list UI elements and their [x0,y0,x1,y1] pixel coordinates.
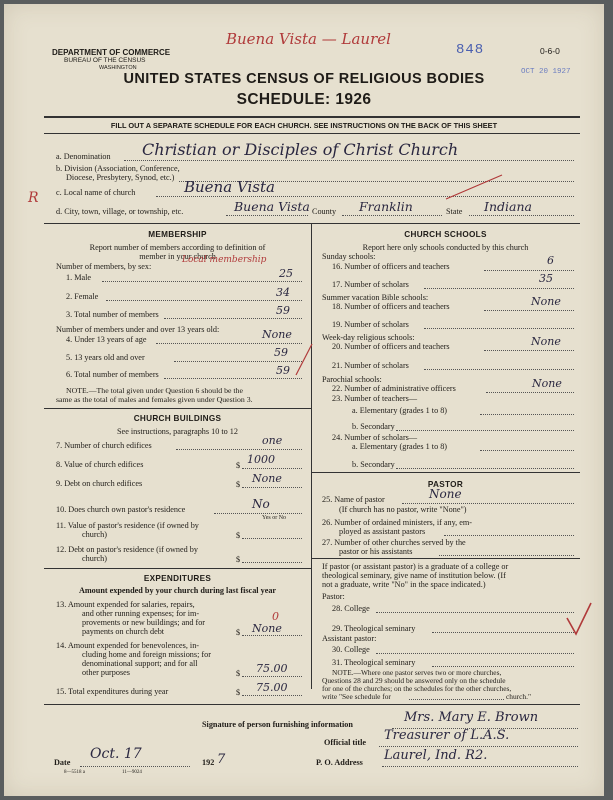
q18-line [484,310,574,311]
q28-label: 28. College [332,604,370,613]
pastor-heading: PASTOR [427,480,464,489]
q9-dollar: $ [236,480,241,489]
year-digit: 7 [217,752,226,767]
q12-dollar: $ [236,555,241,564]
red-tick-icon [294,342,314,378]
age-heading: Number of members under and over 13 years old: [56,325,220,334]
form-number: 8—5518 a [64,770,85,775]
q26-line [444,535,574,536]
schools-heading: CHURCH SCHOOLS [404,230,487,239]
q22-line [486,392,574,393]
pastor-rule [311,472,580,473]
q24a-line [480,450,574,451]
expenditures-sub: Amount expended by your church during last fiscal year [78,586,277,595]
q7-label: 7. Number of church edifices [56,441,152,450]
year-prefix: 192 [202,758,215,767]
q21-line [424,369,574,370]
membership-sub-2: member in your church [139,252,216,261]
q8-value: 1000 [247,453,275,466]
q9-label: 9. Debt on church edifices [56,479,143,488]
graduate-note-1: If pastor (or assistant pastor) is a graduate of a college or [322,562,509,571]
q10-value: No [252,497,270,511]
form-number-2: 11—9024 [122,770,142,775]
q6-line [164,378,302,379]
q15-dollar: $ [236,688,241,697]
membership-note-2: same as the total of males and females given under Question 3. [56,395,253,404]
official-title-label: Official title [324,738,367,747]
county-label: County [312,207,337,216]
denomination-line [124,160,574,161]
q25-label: 25. Name of pastor [322,495,385,504]
county-line [342,215,442,216]
buildings-rule [44,408,311,409]
signature-label: Signature of person furnishing information [202,720,353,729]
q1-label: 1. Male [66,273,92,282]
margin-mark: R [28,190,39,206]
q25-value: None [429,487,462,501]
q2-label: 2. Female [66,292,99,301]
instruction-line: FILL OUT A SEPARATE SCHEDULE FOR EACH CHURCH. SEE INSTRUCTIONS ON THE BACK OF THIS SHEET [110,121,498,130]
q8-line [242,468,302,469]
received-date-stamp: OCT 20 1927 [521,68,571,76]
graduate-rule [311,558,580,559]
q14-dollar: $ [236,669,241,678]
by-sex-note: Local membership [182,255,267,265]
city-field-label: d. City, town, village, or township, etc. [56,207,184,216]
q8-label: 8. Value of church edifices [56,460,144,469]
q11-line [242,538,302,539]
county-value: Franklin [359,199,413,214]
q12-label-1: 12. Debt on pastor's residence (if owned by [56,545,198,554]
q11-label-2: church) [82,530,108,539]
q17-line [424,288,574,289]
q27-label-2: pastor or his assistants [339,547,413,556]
q1-line [102,281,302,282]
q5-value: 59 [274,346,288,359]
q16-label: 16. Number of officers and teachers [332,262,450,271]
q26-label-2: ployed as assistant pastors [339,527,426,536]
q3-label: 3. Total number of members [66,310,159,319]
q10-label: 10. Does church own pastor's residence [56,505,186,514]
q5-line [174,361,302,362]
official-title-value: Treasurer of L.A.S. [384,728,510,743]
instruction-rule [44,133,580,134]
membership-sub-1: Report number of members according to definition of [89,243,266,252]
q19-label: 19. Number of scholars [332,320,409,329]
q12-label-2: church) [82,554,108,563]
sunday-label: Sunday schools: [322,252,376,261]
q23-label: 23. Number of teachers— [332,394,418,403]
weekday-label: Week-day religious schools: [322,333,415,342]
q25-sub: (If church has no pastor, write "None") [339,505,467,514]
q14-label-4: other purposes [82,668,130,677]
schedule-number: 848 [456,42,485,58]
q30-label: 30. College [332,645,370,654]
q16-value: 6 [547,254,554,267]
po-address-line [382,766,578,767]
q8-dollar: $ [236,461,241,470]
q31-label: 31. Theological seminary [332,658,416,667]
local-name-label: c. Local name of church [56,188,136,197]
q22-label: 22. Number of administrative officers [332,384,456,393]
q3-line [164,318,302,319]
buildings-heading: CHURCH BUILDINGS [133,414,222,423]
footer-rule [44,704,580,705]
q18-label: 18. Number of officers and teachers [332,302,450,311]
q15-label: 15. Total expenditures during year [56,687,169,696]
handwritten-top-note: Buena Vista — Laurel [226,30,391,48]
q9-value: None [252,472,282,485]
q3-value: 59 [276,304,290,317]
q2-value: 34 [276,286,290,299]
q10-line [214,513,302,514]
signature-value: Mrs. Mary E. Brown [404,710,539,725]
q24a-label: a. Elementary (grades 1 to 8) [352,442,448,451]
by-sex-label: Number of members, by sex: [56,262,152,271]
q7-line [176,449,302,450]
q27-label-1: 27. Number of other churches served by the [322,538,466,547]
q20-value: None [531,335,561,348]
state-value: Indiana [484,199,532,214]
q13-value: None [252,622,282,635]
q26-label-1: 26. Number of ordained ministers, if any, em- [322,518,472,527]
q13-label-3: provements or new buildings; and for [82,618,206,627]
membership-heading: MEMBERSHIP [148,230,207,239]
expenditures-rule [44,568,311,569]
q14-label-1: 14. Amount expended for benevolences, in- [56,641,200,650]
date-value: Oct. 17 [90,746,142,762]
q13-dollar: $ [236,628,241,637]
division-label-1: b. Division (Association, Conference, [56,164,180,173]
expenditures-heading: EXPENDITURES [143,574,212,583]
pastor-note-blank [409,699,504,700]
q14-value: 75.00 [256,662,288,675]
date-line [80,766,190,767]
q13-line [242,635,302,636]
graduate-note-3: not a graduate, write "No" in the space indicated.) [322,580,486,589]
body-top-rule [44,223,580,224]
header-rule [44,116,580,118]
q13-label-4: payments on church debt [82,627,165,636]
q24-label: 24. Number of scholars— [332,433,418,442]
q25-line [402,503,574,504]
q30-line [376,653,574,654]
q10-yes-no-hint: Yes or No [262,515,287,521]
state-line [469,215,574,216]
q16-line [484,270,574,271]
q29-label: 29. Theological seminary [332,624,416,633]
q15-value: 75.00 [256,681,288,694]
denomination-label: a. Denomination [56,152,111,161]
q17-value: 35 [539,272,553,285]
q23b-line [396,430,574,431]
pastor-note-5: church." [506,692,531,701]
city-line [226,215,308,216]
code-label: 0-6-0 [540,46,560,56]
city-label: WASHINGTON [99,65,137,71]
q6-value: 59 [276,364,290,377]
q24b-label: b. Secondary [352,460,395,469]
q4-line [156,343,302,344]
q23b-label: b. Secondary [352,422,395,431]
q14-line [242,676,302,677]
denomination-value: Christian or Disciples of Christ Church [142,140,459,159]
date-label: Date [54,758,71,767]
checkmark-icon [564,600,594,638]
official-title-line [379,746,578,747]
q20-label: 20. Number of officers and teachers [332,342,450,351]
membership-note-1: NOTE.—The total given under Question 6 should be the [66,386,243,395]
division-label-2: Diocese, Presbytery, Synod, etc.) [66,173,175,182]
census-schedule-page [4,4,604,796]
local-name-line [156,196,574,197]
pastor-note-1: NOTE.—Where one pastor serves two or more churches, [332,668,502,677]
q14-label-2: cluding home and foreign missions; for [82,650,211,659]
q23a-line [480,414,574,415]
q22-value: None [532,377,562,390]
pastor-note-2: Questions 28 and 29 should be answered only on the schedule [322,676,506,685]
parochial-label: Parochial schools: [322,375,382,384]
q19-line [424,328,574,329]
pastor-sub-label: Pastor: [322,592,345,601]
schedule-title: SCHEDULE: 1926 [236,91,372,108]
column-divider [311,223,312,689]
summer-label: Summer vacation Bible schools: [322,293,429,302]
q13-label-2: and other running expenses; for im- [82,609,200,618]
page-title: UNITED STATES CENSUS OF RELIGIOUS BODIES [123,71,485,87]
pastor-note-3: for one of the churches; on the schedules for the other churches, [322,684,512,693]
bureau-label: BUREAU OF THE CENSUS [64,57,146,64]
q11-dollar: $ [236,531,241,540]
pastor-note-4: write "See schedule for [322,692,391,701]
department-label: DEPARTMENT OF COMMERCE [52,48,171,57]
q24b-line [396,468,574,469]
state-label: State [446,207,463,216]
q14-label-3: denominational support; and for all [82,659,198,668]
q20-line [484,350,574,351]
q15-line [242,695,302,696]
q29-line [432,632,574,633]
q21-label: 21. Number of scholars [332,361,409,370]
city-value: Buena Vista [234,199,310,214]
q27-line [439,555,574,556]
q4-value: None [262,328,292,341]
assistant-pastor-label: Assistant pastor: [322,634,377,643]
q17-label: 17. Number of scholars [332,280,409,289]
po-address-value: Laurel, Ind. R2. [384,748,488,763]
schools-sub: Report here only schools conducted by this church [362,243,529,252]
q1-value: 25 [279,267,293,280]
buildings-sub: See instructions, paragraphs 10 to 12 [117,427,238,436]
q23a-label: a. Elementary (grades 1 to 8) [352,406,448,415]
q7-value: one [262,434,283,447]
local-name-value: Buena Vista [184,178,275,196]
q4-label: 4. Under 13 years of age [66,335,147,344]
red-underline-icon [444,172,504,202]
q2-line [106,300,302,301]
q12-line [242,562,302,563]
q11-label-1: 11. Value of pastor's residence (if owned by [56,521,199,530]
q13-label-1: 13. Amount expended for salaries, repairs, [56,600,195,609]
q18-value: None [531,295,561,308]
q31-line [432,666,574,667]
q6-label: 6. Total number of members [66,370,159,379]
q5-label: 5. 13 years old and over [66,353,145,362]
po-address-label: P. O. Address [316,758,363,767]
graduate-note-2: theological seminary, give name of institution below. (If [322,571,506,580]
q9-line [242,487,302,488]
q13-red-note: 0 [272,610,279,623]
q28-line [376,612,574,613]
